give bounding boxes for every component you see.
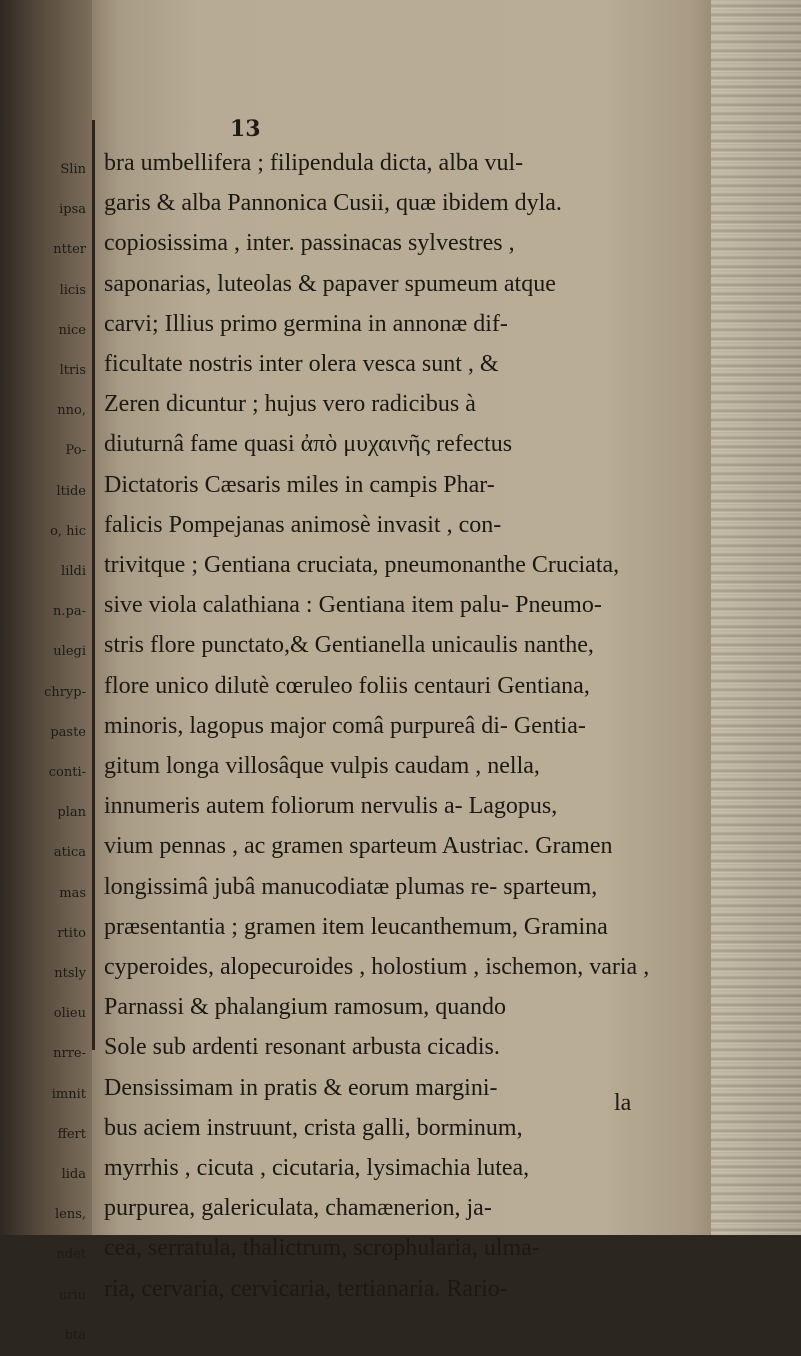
facing-page-fragment: plan [57,805,86,821]
facing-page-fragment: ntsly [54,966,86,982]
facing-page-fragment: ulegi [53,644,86,660]
facing-page-fragment: lildi [61,564,86,580]
facing-page-fragment: o, hic [50,523,86,539]
text-line: Parnassi & phalangium ramosum, quando [104,994,506,1021]
facing-page-fragment: ffert [57,1126,86,1142]
facing-page-fragment: Slin [60,162,86,177]
facing-page-fragment: conti- [48,765,86,781]
text-line: vium pennas , ac gramen sparteum Austriac. Gramen [104,833,613,860]
facing-page-fragment: ntter [53,242,86,258]
facing-page-fragment: mas [59,885,86,901]
text-line: diuturnâ fame quasi ἀπὸ μυχαινῆς refectus [104,431,513,458]
facing-page-fragment: Po- [65,443,86,459]
text-line: longissimâ jubâ manucodiatæ plumas re- sparteum, [104,873,598,900]
facing-page-fragment: lida [61,1167,86,1183]
text-line: carvi; Illius primo germina in annonæ dif- [104,310,508,337]
facing-page-fragment: rtito [57,925,86,941]
text-line: saponarias, luteolas & papaver spumeum atque [104,270,556,297]
text-line: ria, cervaria, cervicaria, tertianaria. Rario- [104,1275,508,1302]
text-line: gitum longa villosâque vulpis caudam , nella, [104,753,540,780]
text-line: cea, serratula, thalictrum, scrophularia, ulma- [104,1235,540,1262]
text-line: præsentantia ; gramen item leucanthemum, Gramina [104,913,608,940]
facing-page-fragment: nice [58,322,86,338]
text-line: garis & alba Pannonica Cusii, quæ ibidem dyla. [104,190,562,217]
facing-page-fragment: uriu [58,1287,86,1303]
text-line: myrrhis , cicuta , cicutaria, lysimachia lutea, [104,1155,530,1182]
facing-page-fragment: ndet [56,1247,86,1263]
column-rule [92,120,95,1050]
text-line: minoris, lagopus major comâ purpureâ di- Gentia- [104,712,586,739]
text-line: flore unico dilutè cœruleo foliis centauri Gentiana, [104,672,590,699]
text-line: innumeris autem foliorum nervulis a- Lagopus, [104,793,558,820]
facing-page-fragment: ltris [59,363,86,379]
text-line: bra umbellifera ; filipendula dicta, alba vul- [104,150,524,176]
facing-page-fragment: olieu [53,1006,86,1022]
text-line: sive viola calathiana : Gentiana item palu- Pneumo- [104,592,602,619]
text-line: Dictatoris Cæsaris miles in campis Phar- [104,471,495,498]
facing-page-fragments [0,150,92,1356]
text-line: cyperoides, alopecuroides , holostium , ischemon, varia , [104,954,650,981]
text-line: Densissimam in pratis & eorum margini- [104,1074,498,1101]
text-line: ficultate nostris inter olera vesca sunt , & [104,351,499,378]
text-line: falicis Pompejanas animosè invasit , con- [104,511,502,538]
text-line: bus aciem instruunt, crista galli, borminum, [104,1114,523,1141]
facing-page-margin [0,0,92,1343]
catchword: la [614,1090,632,1116]
facing-page-fragment: paste [50,724,86,740]
facing-page-fragment: imnit [51,1086,86,1102]
facing-page-fragment: nrre- [53,1046,86,1062]
page-number: 13 [230,116,261,142]
text-line: purpurea, galericulata, chamænerion, ja- [104,1195,492,1222]
page-edge [711,0,801,1235]
text-line: trivitque ; Gentiana cruciata, pneumonanthe Cruciata, [104,552,620,579]
facing-page-fragment: licis [59,282,86,298]
text-line: Sole sub ardenti resonant arbusta cicadis. [104,1034,500,1061]
facing-page-fragment: ipsa [59,202,86,218]
facing-page-fragment: ltide [56,483,86,499]
text-line: copiosissima , inter. passinacas sylvestres , [104,230,515,257]
text-line: Zeren dicuntur ; hujus vero radicibus à [104,391,476,418]
text-line: stris flore punctato,& Gentianella unicaulis nanthe, [104,632,594,659]
facing-page-fragment: n.pa- [53,604,86,620]
facing-page-fragment: lens, [54,1207,86,1223]
facing-page-fragment: chryp- [44,684,86,700]
page-body-text [104,143,694,1309]
facing-page-fragment: nno, [57,403,86,419]
facing-page-fragment: bta [64,1327,86,1343]
facing-page-fragment: atica [53,845,86,861]
